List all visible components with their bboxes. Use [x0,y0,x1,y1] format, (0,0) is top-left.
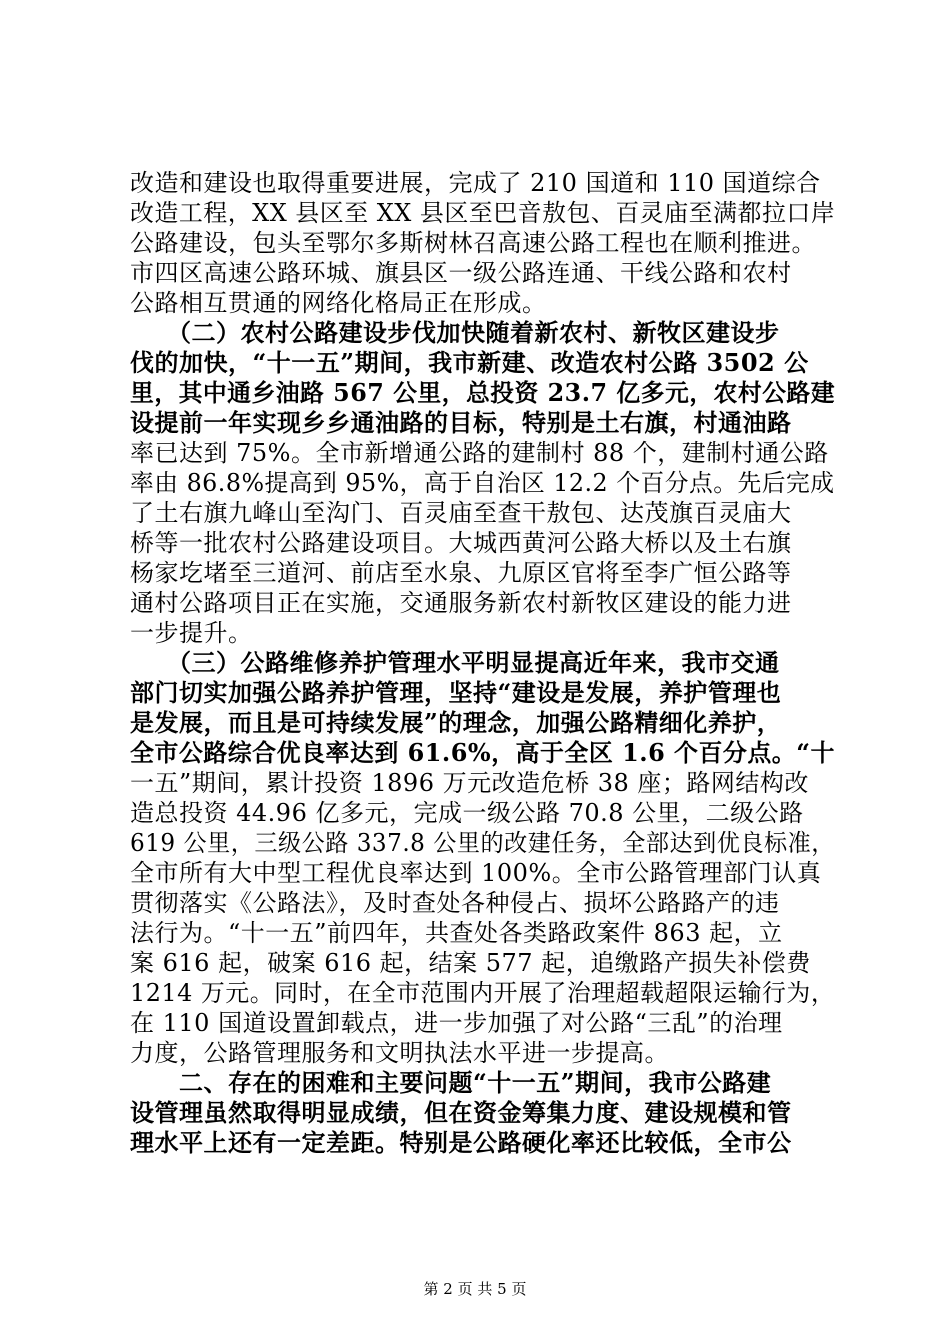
text-line: （二）农村公路建设步伐加快随着新农村、新牧区建设步 [130,318,780,347]
text-line: 杨家圪堵至三道河、前店至水泉、九原区官将至李广恒公路等 [130,559,792,587]
text-line: 改造和建设也取得重要进展，完成了 210 国道和 110 国道综合 [130,169,821,197]
text-line: 部门切实加强公路养护管理，坚持“建设是发展，养护管理也 [130,678,782,707]
text-line: 理水平上还有一定差距。特别是公路硬化率还比较低，全市公 [130,1128,792,1157]
text-line: 是发展，而且是可持续发展”的理念，加强公路精细化养护， [130,708,782,737]
text-line: 在 110 国道设置卸载点，进一步加强了对公路“三乱”的治理 [130,1009,783,1037]
text-line: 造总投资 44.96 亿多元，完成一级公路 70.8 公里，二级公路 [130,799,804,827]
text-line: 法行为。“十一五”前四年，共查处各类路政案件 863 起，立 [130,919,783,947]
text-line: 了土右旗九峰山至沟门、百灵庙至查干敖包、达茂旗百灵庙大 [130,499,792,527]
text-line: 设管理虽然取得明显成绩，但在资金筹集力度、建设规模和管 [130,1098,792,1127]
text-line: 力度，公路管理服务和文明执法水平进一步提高。 [130,1039,669,1067]
text-line: 619 公里，三级公路 337.8 公里的改建任务，全部达到优良标准， [130,829,835,857]
text-line: 全市所有大中型工程优良率达到 100%。全市公路管理部门认真 [130,859,822,887]
text-line: 案 616 起，破案 616 起，结案 577 起，追缴路产损失补偿费 [130,949,811,977]
text-line: 贯彻落实《公路法》，及时查处各种侵占、损坏公路路产的违 [130,889,780,917]
document-body [130,168,835,1158]
text-line: 通村公路项目正在实施，交通服务新农村新牧区建设的能力进 [130,589,792,617]
text-line: （三）公路维修养护管理水平明显提高近年来，我市交通 [130,648,780,677]
text-line: 率已达到 75%。全市新增通公路的建制村 88 个，建制村通公路 [130,439,829,467]
text-line: 市四区高速公路环城、旗县区一级公路连通、干线公路和农村 [130,259,792,287]
text-line: 改造工程，XX 县区至 XX 县区至巴音敖包、百灵庙至满都拉口岸 [130,199,836,227]
text-line: 一五”期间，累计投资 1896 万元改造危桥 38 座；路网结构改 [130,769,809,797]
text-line: 设提前一年实现乡乡通油路的目标，特别是土右旗，村通油路 [130,408,792,437]
text-line: 二、存在的困难和主要问题“十一五”期间，我市公路建 [130,1068,772,1097]
text-line: 公路建设，包头至鄂尔多斯树林召高速公路工程也在顺利推进。 [130,229,816,257]
text-line: 伐的加快，“十一五”期间，我市新建、改造农村公路 3502 公 [130,348,809,377]
text-line: 里，其中通乡油路 567 公里，总投资 23.7 亿多元，农村公路建 [130,378,836,407]
text-line: 桥等一批农村公路建设项目。大城西黄河公路大桥以及土右旗 [130,529,792,557]
text-line: 全市公路综合优良率达到 61.6%，高于全区 1.6 个百分点。“十 [130,738,835,767]
text-line: 一步提升。 [130,619,253,647]
text-line: 公路相互贯通的网络化格局正在形成。 [130,289,547,317]
text-line: 1214 万元。同时，在全市范围内开展了治理超载超限运输行为， [130,979,836,1007]
page-footer: 第 2 页 共 5 页 [423,1280,527,1298]
text-line: 率由 86.8%提高到 95%，高于自治区 12.2 个百分点。先后完成 [130,469,835,497]
